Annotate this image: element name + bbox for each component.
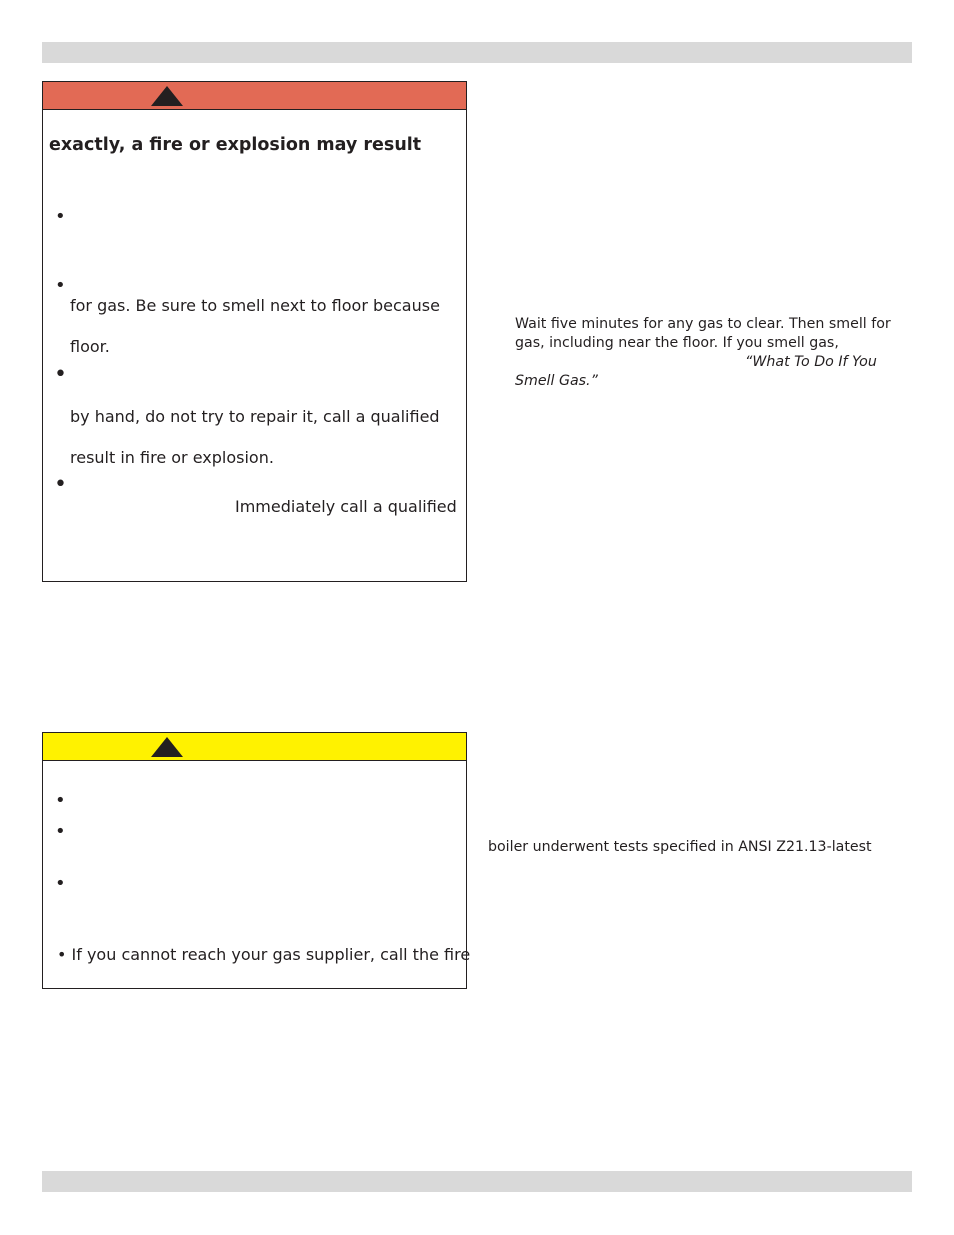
- warning-headline: exactly, a fire or explosion may result: [49, 135, 422, 155]
- warning-triangle-icon: [151, 86, 183, 106]
- bullet-3: •: [54, 362, 67, 387]
- warning-line-3: by hand, do not try to repair it, call a qualified: [70, 407, 440, 426]
- gas-check-line-1: Wait five minutes for any gas to clear. Then smell for: [515, 316, 891, 332]
- bullet-1: •: [55, 206, 66, 227]
- caution-bullet-3: •: [55, 873, 66, 894]
- warning-line-4: result in fire or explosion.: [70, 448, 274, 467]
- warning-line-5: Immediately call a qualified: [235, 497, 457, 516]
- warning-line-1: for gas. Be sure to smell next to floor because: [70, 296, 440, 315]
- header-bar: [42, 42, 912, 63]
- caution-line-1: • If you cannot reach your gas supplier, call the fire: [57, 945, 471, 964]
- gas-check-line-2: gas, including near the floor. If you smell gas,: [515, 335, 839, 351]
- bullet-2: •: [55, 275, 66, 296]
- gas-check-line-4: Smell Gas.”: [515, 373, 598, 389]
- caution-bullet-1: •: [55, 790, 66, 811]
- warning-line-2: floor.: [70, 337, 110, 356]
- caution-bullet-2: •: [55, 821, 66, 842]
- caution-header: [43, 733, 466, 761]
- gas-check-line-3: “What To Do If You: [745, 354, 877, 370]
- bullet-4: •: [54, 472, 67, 497]
- tests-line: boiler underwent tests specified in ANSI Z21.13-latest: [488, 839, 872, 855]
- caution-triangle-icon: [151, 737, 183, 757]
- footer-bar: [42, 1171, 912, 1192]
- warning-header: [43, 82, 466, 110]
